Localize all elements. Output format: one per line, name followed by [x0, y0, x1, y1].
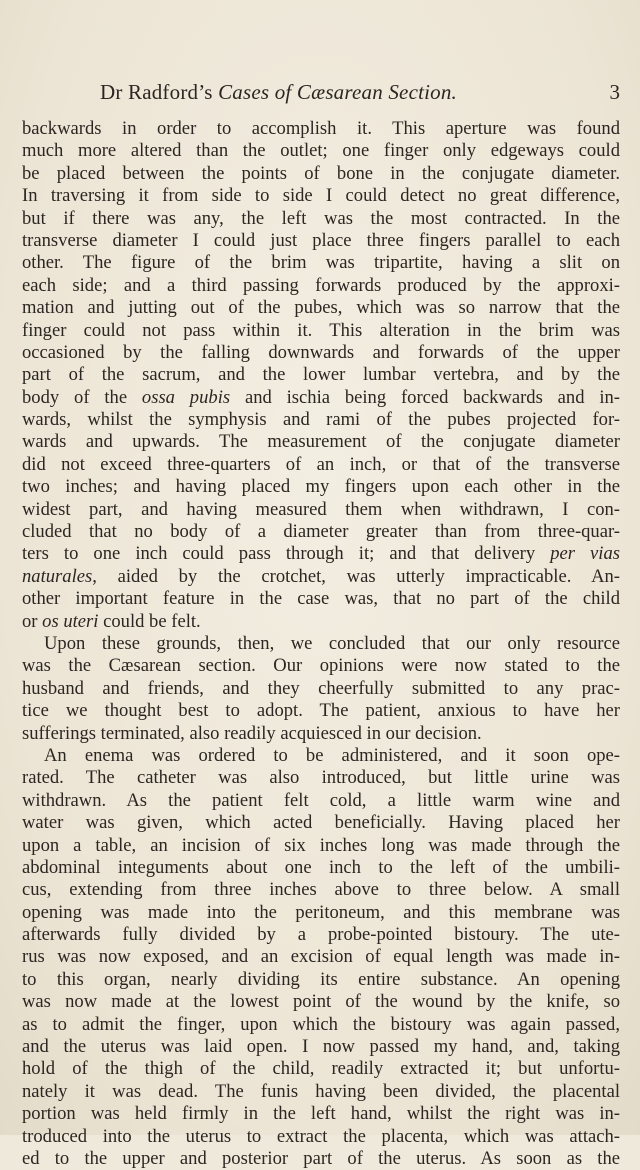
text-line: troduced into the uterus to extract the placenta, which was attach- [22, 1125, 620, 1147]
text-line: but if there was any, the left was the most contracted. In the [22, 207, 620, 229]
text-line: abdominal integuments about one inch to the left of the umbili- [22, 856, 620, 878]
running-title-italic: Cases of Cæsarean Section. [218, 80, 458, 104]
text-run: and ischia being forced backwards and in- [230, 386, 620, 408]
text-line: water was given, which acted beneficially. Having placed her [22, 812, 620, 834]
text-line: cluded that no body of a diameter greater than from three-quar- [22, 521, 620, 543]
italic-run: naturales [22, 565, 93, 587]
text-line: rus was now exposed, and an excision of equal length was made in- [22, 946, 620, 968]
text-line [22, 566, 620, 588]
text-line: wards and upwards. The measurement of the conjugate diameter [22, 431, 620, 453]
text-line: part of the sacrum, and the lower lumbar vertebra, and by the [22, 364, 620, 386]
text-line: portion was held firmly in the left hand, whilst the right was in- [22, 1103, 620, 1125]
page-number: 3 [609, 80, 620, 104]
text-run: body of the [22, 386, 142, 408]
text-line: other. The figure of the brim was tripartite, having a slit on [22, 252, 620, 274]
text-line: upon a table, an incision of six inches long was made through the [22, 834, 620, 856]
text-line: ed to the upper and posterior part of the uterus. As soon as the [22, 1147, 620, 1169]
text-run: ters to one inch could pass through it; and that delivery [22, 543, 551, 565]
text-run: could be felt. [98, 610, 201, 632]
text-line: wards, whilst the symphysis and rami of the pubes projected for- [22, 409, 620, 431]
text-line: rated. The catheter was also introduced, but little urine was [22, 767, 620, 789]
text-line: as to admit the finger, upon which the bistoury was again passed, [22, 1013, 620, 1035]
text-line: afterwards fully divided by a probe-pointed bistoury. The ute- [22, 924, 620, 946]
text-line [22, 611, 620, 633]
running-title-author: Dr Radford’s [100, 80, 213, 104]
text-line: did not exceed three-quarters of an inch, or that of the transverse [22, 453, 620, 475]
text-line: widest part, and having measured them when withdrawn, I con- [22, 498, 620, 520]
text-line: be placed between the points of bone in the conjugate diameter. [22, 162, 620, 184]
text-line: sufferings terminated, also readily acquiesced in our decision. [22, 722, 482, 744]
text-line: backwards in order to accomplish it. This aperture was found [22, 118, 620, 139]
text-line [22, 543, 620, 565]
text-line: other important feature in the case was, that no part of the child [22, 588, 620, 610]
text-line: tice we thought best to adopt. The patient, anxious to have her [22, 700, 620, 722]
text-run: or [22, 610, 43, 632]
text-line: to this organ, nearly dividing its entire substance. An opening [22, 968, 620, 990]
text-line: transverse diameter I could just place three fingers parallel to each [22, 229, 620, 251]
text-line: withdrawn. As the patient felt cold, a little warm wine and [22, 789, 620, 811]
text-line [22, 387, 620, 409]
text-line: each side; and a third passing forwards produced by the approxi- [22, 274, 620, 296]
text-line: Upon these grounds, then, we concluded that our only resource [44, 632, 620, 654]
text-line: hold of the thigh of the child, readily extracted it; but unfortu- [22, 1058, 620, 1080]
text-line: much more altered than the outlet; one finger only edgeways could [22, 140, 620, 162]
text-line: and the uterus was laid open. I now passed my hand, and, taking [22, 1036, 620, 1058]
text-line: was the Cæsarean section. Our opinions were now stated to the [22, 655, 620, 677]
body-text [22, 118, 620, 1170]
text-line: husband and friends, and they cheerfully submitted to any prac- [22, 677, 620, 699]
text-line: In traversing it from side to side I could detect no great difference, [22, 185, 620, 207]
italic-run: os uteri [42, 610, 99, 632]
text-line: opening was made into the peritoneum, and this membrane was [22, 901, 620, 923]
text-line: finger could not pass within it. This alteration in the brim was [22, 319, 620, 341]
text-line: two inches; and having placed my fingers upon each other in the [22, 476, 620, 498]
text-line: nately it was dead. The funis having been divided, the placental [22, 1080, 620, 1102]
text-line: occasioned by the falling downwards and forwards of the upper [22, 341, 620, 363]
text-line: mation and jutting out of the pubes, which was so narrow that the [22, 297, 620, 319]
text-line: An enema was ordered to be administered, and it soon ope- [44, 744, 620, 766]
italic-run: ossa pubis [141, 386, 231, 408]
text-line: was now made at the lowest point of the wound by the knife, so [22, 991, 620, 1013]
running-title [100, 80, 457, 105]
italic-run: per vias [550, 543, 620, 565]
text-line: cus, extending from three inches above to three below. A small [22, 879, 620, 901]
text-run: , aided by the crotchet, was utterly impracticable. An- [92, 565, 620, 587]
running-head [22, 80, 620, 110]
